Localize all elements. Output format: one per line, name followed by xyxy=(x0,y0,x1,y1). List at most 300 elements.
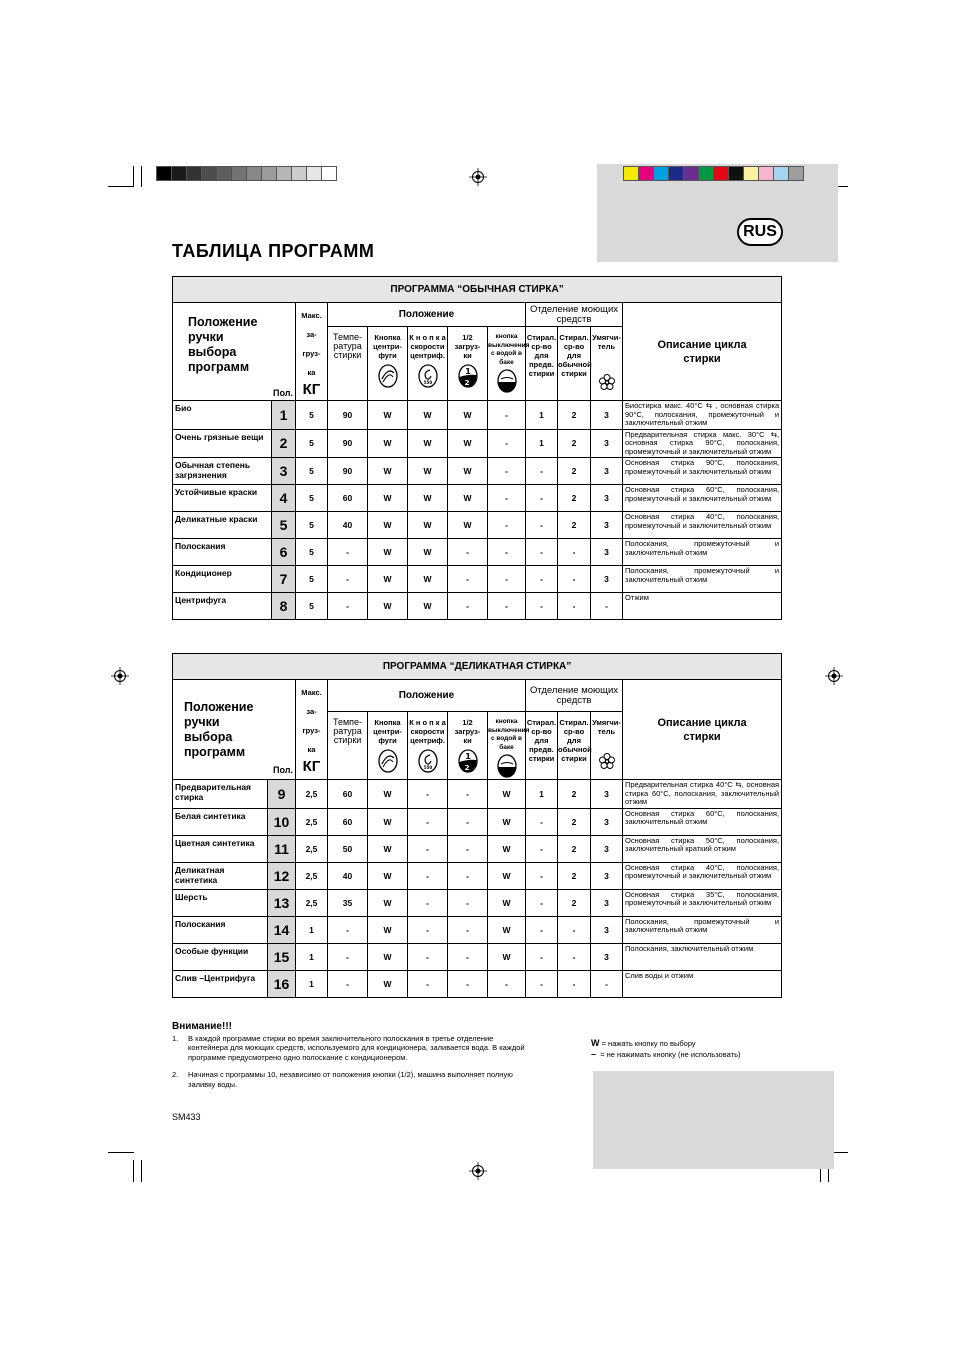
half-load-value: - xyxy=(448,808,488,835)
pol-header: Пол. xyxy=(273,765,293,775)
half-load-value: - xyxy=(448,593,488,620)
position-header: Положение xyxy=(328,303,526,327)
spin-button-value: W xyxy=(368,916,408,943)
mainwash-value: 2 xyxy=(558,862,591,889)
table-row xyxy=(173,943,782,970)
water-button-value: W xyxy=(488,916,526,943)
notes-heading: Внимание!!! xyxy=(172,1021,232,1032)
mainwash-value: 2 xyxy=(558,512,591,539)
crop-mark xyxy=(108,1152,134,1153)
registration-mark-icon xyxy=(469,1162,487,1180)
spin-drum-icon xyxy=(377,749,399,773)
registration-mark-icon xyxy=(825,667,843,685)
color-swatch xyxy=(743,166,759,181)
mainwash-value: 2 xyxy=(558,485,591,512)
prewash-value: - xyxy=(526,485,558,512)
color-swatch xyxy=(321,166,337,181)
half-load-value: W xyxy=(448,485,488,512)
cycle-description: Основная стирка 90°C, полоскания, промежуточный и заключительный отжим xyxy=(623,458,782,485)
cycle-description: Предварительная стирка макс. 30°C ⇆, основная стирка 90°C, полоскания, промежуточный и заключительный отжим xyxy=(623,429,782,458)
cycle-description: Полоскания, промежуточный и заключительный отжим xyxy=(623,539,782,566)
max-load-value: 5 xyxy=(296,429,328,458)
program-name: Цветная синтетика xyxy=(173,835,268,862)
cycle-description: Слив воды и отжим xyxy=(623,970,782,997)
softener-value: 3 xyxy=(591,512,623,539)
table-row xyxy=(173,808,782,835)
program-number: 1 xyxy=(272,401,296,430)
program-name: Очень грязные вещи xyxy=(173,429,272,458)
program-number: 2 xyxy=(272,429,296,458)
prewash-value: 1 xyxy=(526,401,558,430)
spin-speed-value: - xyxy=(408,943,448,970)
program-number: 8 xyxy=(272,593,296,620)
spin-speed-button-header: К н о п к а скорости центриф. 550 xyxy=(408,712,448,780)
spin-speed-value: W xyxy=(408,485,448,512)
max-load-value: 5 xyxy=(296,458,328,485)
half-load-value: - xyxy=(448,835,488,862)
spin-speed-icon xyxy=(417,364,439,388)
spin-button-value: W xyxy=(368,970,408,997)
color-swatch xyxy=(306,166,322,181)
program-name: Обычная степень загрязнения xyxy=(173,458,272,485)
prewash-value: - xyxy=(526,593,558,620)
cycle-description: Основная стирка 60°C, полоскания, заключительный отжим xyxy=(623,808,782,835)
softener-value: 3 xyxy=(591,943,623,970)
mainwash-value: - xyxy=(558,566,591,593)
description-header: Описание цикла стирки xyxy=(623,303,782,401)
mainwash-value: 2 xyxy=(558,780,591,809)
cycle-description: Основная стирка 40°C, полоскания, промежуточный и заключительный отжим xyxy=(623,512,782,539)
color-swatch xyxy=(698,166,714,181)
spin-button-value: W xyxy=(368,808,408,835)
cycle-description: Предварительная стирка 40°C ⇆, основная стирка 60°C, полоскания, заключительный отжим xyxy=(623,780,782,809)
table-row xyxy=(173,566,782,593)
half-load-header: 1/2 загруз- ки 1 2 xyxy=(448,712,488,780)
water-button-value: - xyxy=(488,401,526,430)
cycle-description: Отжим xyxy=(623,593,782,620)
water-button-value: - xyxy=(488,485,526,512)
spin-button-header: Кнопка центри- фуги xyxy=(368,712,408,780)
table-row xyxy=(173,401,782,430)
prewash-value: - xyxy=(526,916,558,943)
kg-label: КГ xyxy=(302,758,321,775)
temperature-value: 35 xyxy=(328,889,368,916)
program-number: 11 xyxy=(268,835,296,862)
spin-speed-value: - xyxy=(408,970,448,997)
svg-text:1: 1 xyxy=(464,367,471,376)
table-row xyxy=(173,862,782,889)
temperature-value: - xyxy=(328,539,368,566)
color-swatch xyxy=(788,166,804,181)
legend xyxy=(591,1038,740,1060)
spin-speed-value: W xyxy=(408,458,448,485)
program-number: 6 xyxy=(272,539,296,566)
table-row xyxy=(173,780,782,809)
color-swatch xyxy=(156,166,172,181)
temperature-value: 90 xyxy=(328,401,368,430)
water-button-value: - xyxy=(488,566,526,593)
program-number: 7 xyxy=(272,566,296,593)
max-load-value: 5 xyxy=(296,566,328,593)
crop-mark xyxy=(141,1160,142,1182)
temperature-value: 90 xyxy=(328,458,368,485)
half-load-value: - xyxy=(448,780,488,809)
crop-mark xyxy=(133,1160,134,1182)
mainwash-value: 2 xyxy=(558,458,591,485)
prewash-value: 1 xyxy=(526,429,558,458)
water-button-value: - xyxy=(488,512,526,539)
color-swatch xyxy=(261,166,277,181)
table-row xyxy=(173,916,782,943)
half-load-value: W xyxy=(448,458,488,485)
color-swatch xyxy=(276,166,292,181)
cycle-description: Основная стирка 35°C, полоскания, промежуточный и заключительный отжим xyxy=(623,889,782,916)
spin-button-value: W xyxy=(368,780,408,809)
spin-speed-value: - xyxy=(408,862,448,889)
softener-value: 3 xyxy=(591,862,623,889)
prewash-value: - xyxy=(526,566,558,593)
prewash-detergent-header: Стирал. ср-во для предв. стирки xyxy=(526,712,558,780)
max-load-header: Макс. за- груз- ка КГ xyxy=(296,680,328,780)
prewash-value: - xyxy=(526,862,558,889)
water-button-value: W xyxy=(488,889,526,916)
program-name: Деликатные краски xyxy=(173,512,272,539)
table-row xyxy=(173,889,782,916)
softener-value: 3 xyxy=(591,889,623,916)
spin-speed-icon xyxy=(417,749,439,773)
temperature-value: - xyxy=(328,970,368,997)
spin-speed-value: W xyxy=(408,566,448,593)
program-name: Шерсть xyxy=(173,889,268,916)
max-load-value: 1 xyxy=(296,970,328,997)
program-number: 15 xyxy=(268,943,296,970)
description-header: Описание цикла стирки xyxy=(623,680,782,780)
mainwash-value: - xyxy=(558,970,591,997)
softener-value: 3 xyxy=(591,401,623,430)
spin-button-value: W xyxy=(368,566,408,593)
program-name: Кондиционер xyxy=(173,566,272,593)
spin-button-value: W xyxy=(368,943,408,970)
color-swatch xyxy=(728,166,744,181)
svg-text:1: 1 xyxy=(464,752,471,761)
spin-speed-value: W xyxy=(408,429,448,458)
softener-value: 3 xyxy=(591,458,623,485)
softener-value: 3 xyxy=(591,429,623,458)
kg-label: КГ xyxy=(302,381,321,398)
softener-flower-icon xyxy=(598,373,616,391)
spin-button-value: W xyxy=(368,458,408,485)
max-load-value: 2,5 xyxy=(296,780,328,809)
water-button-value: W xyxy=(488,808,526,835)
spin-speed-value: W xyxy=(408,539,448,566)
mainwash-value: - xyxy=(558,943,591,970)
mainwash-value: 2 xyxy=(558,401,591,430)
program-number: 10 xyxy=(268,808,296,835)
program-name: Белая синтетика xyxy=(173,808,268,835)
prewash-value: - xyxy=(526,970,558,997)
document-code: SM433 xyxy=(172,1112,201,1122)
notes-section xyxy=(172,1022,532,1097)
color-swatch xyxy=(216,166,232,181)
crop-mark xyxy=(108,186,134,187)
program-table-normal xyxy=(172,276,782,620)
color-swatch xyxy=(171,166,187,181)
spin-button-value: W xyxy=(368,889,408,916)
spin-button-value: W xyxy=(368,401,408,430)
water-button-value: W xyxy=(488,835,526,862)
half-load-value: - xyxy=(448,970,488,997)
spin-button-value: W xyxy=(368,862,408,889)
max-load-value: 1 xyxy=(296,916,328,943)
selector-header-text: Положение ручки выбора программ xyxy=(184,700,254,759)
program-name: Центрифуга xyxy=(173,593,272,620)
crop-mark xyxy=(141,166,142,187)
softener-value: 3 xyxy=(591,566,623,593)
temperature-value: - xyxy=(328,916,368,943)
program-number: 14 xyxy=(268,916,296,943)
water-button-value: - xyxy=(488,429,526,458)
temperature-value: 60 xyxy=(328,485,368,512)
softener-value: 3 xyxy=(591,780,623,809)
temperature-value: 90 xyxy=(328,429,368,458)
mainwash-detergent-header: Стирал. ср-во для обычной стирки xyxy=(558,327,591,401)
svg-text:2: 2 xyxy=(464,764,469,772)
temperature-value: - xyxy=(328,593,368,620)
prewash-detergent-header: Стирал. ср-во для предв. стирки xyxy=(526,327,558,401)
softener-header: Умягчи- тель xyxy=(591,327,623,401)
program-name: Био xyxy=(173,401,272,430)
language-badge: RUS xyxy=(737,218,783,246)
svg-text:550: 550 xyxy=(423,765,432,770)
color-swatch xyxy=(683,166,699,181)
program-number: 4 xyxy=(272,485,296,512)
color-swatch xyxy=(231,166,247,181)
grayscale-color-bar xyxy=(157,166,337,181)
water-button-value: W xyxy=(488,862,526,889)
water-button-header: кнопка выключения с водой в баке xyxy=(488,712,526,780)
water-button-value: - xyxy=(488,970,526,997)
color-swatch xyxy=(638,166,654,181)
spin-speed-value: - xyxy=(408,889,448,916)
spin-speed-value: - xyxy=(408,780,448,809)
softener-value: - xyxy=(591,593,623,620)
color-swatch xyxy=(186,166,202,181)
color-swatch xyxy=(246,166,262,181)
color-swatch xyxy=(623,166,639,181)
program-table-delicate xyxy=(172,653,782,998)
softener-header: Умягчи- тель xyxy=(591,712,623,780)
spin-speed-value: - xyxy=(408,835,448,862)
half-load-value: - xyxy=(448,862,488,889)
max-load-value: 2,5 xyxy=(296,889,328,916)
table-row xyxy=(173,593,782,620)
water-button-value: W xyxy=(488,780,526,809)
table-row xyxy=(173,539,782,566)
color-swatch xyxy=(758,166,774,181)
mainwash-value: 2 xyxy=(558,889,591,916)
temperature-value: 50 xyxy=(328,835,368,862)
half-load-value: W xyxy=(448,429,488,458)
mainwash-value: - xyxy=(558,593,591,620)
program-number: 5 xyxy=(272,512,296,539)
temperature-value: - xyxy=(328,943,368,970)
color-swatch xyxy=(773,166,789,181)
table-row xyxy=(173,970,782,997)
color-swatch xyxy=(713,166,729,181)
max-load-value: 2,5 xyxy=(296,835,328,862)
half-load-icon xyxy=(457,749,479,773)
cycle-description: Полоскания, промежуточный и заключительный отжим xyxy=(623,916,782,943)
program-number: 13 xyxy=(268,889,296,916)
cycle-description: Биостирка макс. 40°C ⇆ , основная стирка 90°C, полоскания, промежуточный и заключительный отжим xyxy=(623,401,782,430)
table-title: ПРОГРАММА “ДЕЛИКАТНАЯ СТИРКА” xyxy=(173,654,782,680)
softener-value: 3 xyxy=(591,539,623,566)
color-swatch xyxy=(201,166,217,181)
table-title: ПРОГРАММА “ОБЫЧНАЯ СТИРКА” xyxy=(173,277,782,303)
spin-speed-value: W xyxy=(408,401,448,430)
prewash-value: 1 xyxy=(526,780,558,809)
crop-mark xyxy=(133,166,134,187)
max-load-value: 5 xyxy=(296,512,328,539)
program-name: Предварительная стирка xyxy=(173,780,268,809)
prewash-value: - xyxy=(526,539,558,566)
softener-flower-icon xyxy=(598,752,616,770)
mainwash-value: 2 xyxy=(558,808,591,835)
water-button-value: - xyxy=(488,458,526,485)
mainwash-value: 2 xyxy=(558,835,591,862)
legend-w: W = нажать кнопку по выбору xyxy=(591,1038,696,1048)
half-load-value: - xyxy=(448,539,488,566)
cycle-description: Основная стирка 60°C, полоскания, промежуточный и заключительный отжим xyxy=(623,485,782,512)
temperature-header: Темпе- ратура стирки xyxy=(328,327,368,401)
prewash-value: - xyxy=(526,943,558,970)
temperature-value: 60 xyxy=(328,780,368,809)
half-load-value: - xyxy=(448,889,488,916)
process-color-bar xyxy=(624,166,804,181)
spin-speed-button-header: К н о п к а скорости центриф. 550 xyxy=(408,327,448,401)
program-number: 12 xyxy=(268,862,296,889)
temperature-value: 40 xyxy=(328,512,368,539)
position-header: Положение xyxy=(328,680,526,712)
program-number: 9 xyxy=(268,780,296,809)
color-swatch xyxy=(668,166,684,181)
footer-gray-panel xyxy=(593,1071,834,1169)
program-number: 16 xyxy=(268,970,296,997)
spin-speed-value: W xyxy=(408,593,448,620)
half-load-value: W xyxy=(448,512,488,539)
svg-text:2: 2 xyxy=(464,379,469,387)
spin-speed-value: W xyxy=(408,512,448,539)
detergent-header: Отделение моющих средств xyxy=(526,303,623,327)
max-load-value: 5 xyxy=(296,485,328,512)
half-load-value: - xyxy=(448,916,488,943)
temperature-header: Темпе- ратура стирки xyxy=(328,712,368,780)
table-row xyxy=(173,512,782,539)
prewash-value: - xyxy=(526,889,558,916)
table-row xyxy=(173,429,782,458)
page-title: ТАБЛИЦА ПРОГРАММ xyxy=(172,241,375,261)
note-item: 1. В каждой программе стирки во время заключительного полоскания в третье отделение контейнера для моющих средств, используемого для кондиционера, заливается вода. В каждой программе предусмотрено одно полоскание с кондиционером. xyxy=(172,1033,525,1062)
softener-value: 3 xyxy=(591,835,623,862)
program-name: Особые функции xyxy=(173,943,268,970)
cycle-description: Полоскания, промежуточный и заключительный отжим xyxy=(623,566,782,593)
water-button-header: кнопка выключения с водой в баке xyxy=(488,327,526,401)
water-in-drum-icon xyxy=(496,754,518,778)
selector-header-text: Положение ручки выбора программ xyxy=(188,315,258,374)
detergent-header: Отделение моющих средств xyxy=(526,680,623,712)
water-in-drum-icon xyxy=(496,369,518,393)
max-load-value: 2,5 xyxy=(296,808,328,835)
table-row xyxy=(173,485,782,512)
program-name: Полоскания xyxy=(173,916,268,943)
spin-button-header: Кнопка центри- фуги xyxy=(368,327,408,401)
color-swatch xyxy=(653,166,669,181)
spin-button-value: W xyxy=(368,512,408,539)
spin-button-value: W xyxy=(368,835,408,862)
half-load-value: - xyxy=(448,943,488,970)
spin-button-value: W xyxy=(368,593,408,620)
half-load-value: W xyxy=(448,401,488,430)
softener-value: 3 xyxy=(591,808,623,835)
max-load-value: 5 xyxy=(296,539,328,566)
spin-button-value: W xyxy=(368,539,408,566)
mainwash-value: - xyxy=(558,916,591,943)
selector-header xyxy=(173,303,296,401)
prewash-value: - xyxy=(526,808,558,835)
half-load-icon xyxy=(457,364,479,388)
pol-header: Пол. xyxy=(273,388,293,398)
softener-value: - xyxy=(591,970,623,997)
water-button-value: - xyxy=(488,593,526,620)
program-name: Деликатная синтетика xyxy=(173,862,268,889)
note-item: 2. Начиная с программы 10, независимо от положения кнопки (1/2), машина выполняет полную заливку воды. xyxy=(172,1070,513,1089)
program-name: Слив –Центрифуга xyxy=(173,970,268,997)
spin-speed-value: - xyxy=(408,808,448,835)
cycle-description: Основная стирка 40°C, полоскания, промежуточный и заключительный отжим xyxy=(623,862,782,889)
softener-value: 3 xyxy=(591,916,623,943)
prewash-value: - xyxy=(526,458,558,485)
prewash-value: - xyxy=(526,512,558,539)
water-button-value: W xyxy=(488,943,526,970)
half-load-value: - xyxy=(448,566,488,593)
temperature-value: 60 xyxy=(328,808,368,835)
spin-button-value: W xyxy=(368,485,408,512)
water-button-value: - xyxy=(488,539,526,566)
prewash-value: - xyxy=(526,835,558,862)
selector-header xyxy=(173,680,296,780)
mainwash-value: - xyxy=(558,539,591,566)
mainwash-value: 2 xyxy=(558,429,591,458)
max-load-header: Макс. за- груз- ка КГ xyxy=(296,303,328,401)
svg-text:550: 550 xyxy=(423,380,432,385)
max-load-value: 5 xyxy=(296,593,328,620)
temperature-value: - xyxy=(328,566,368,593)
mainwash-detergent-header: Стирал. ср-во для обычной стирки xyxy=(558,712,591,780)
program-name: Устойчивые краски xyxy=(173,485,272,512)
max-load-value: 5 xyxy=(296,401,328,430)
table-row xyxy=(173,835,782,862)
spin-speed-value: - xyxy=(408,916,448,943)
temperature-value: 40 xyxy=(328,862,368,889)
softener-value: 3 xyxy=(591,485,623,512)
registration-mark-icon xyxy=(469,168,487,186)
color-swatch xyxy=(291,166,307,181)
program-number: 3 xyxy=(272,458,296,485)
legend-dash: – = не нажимать кнопку (не использовать) xyxy=(591,1049,741,1059)
spin-drum-icon xyxy=(377,364,399,388)
cycle-description: Полоскания, заключительный отжим xyxy=(623,943,782,970)
program-name: Полоскания xyxy=(173,539,272,566)
